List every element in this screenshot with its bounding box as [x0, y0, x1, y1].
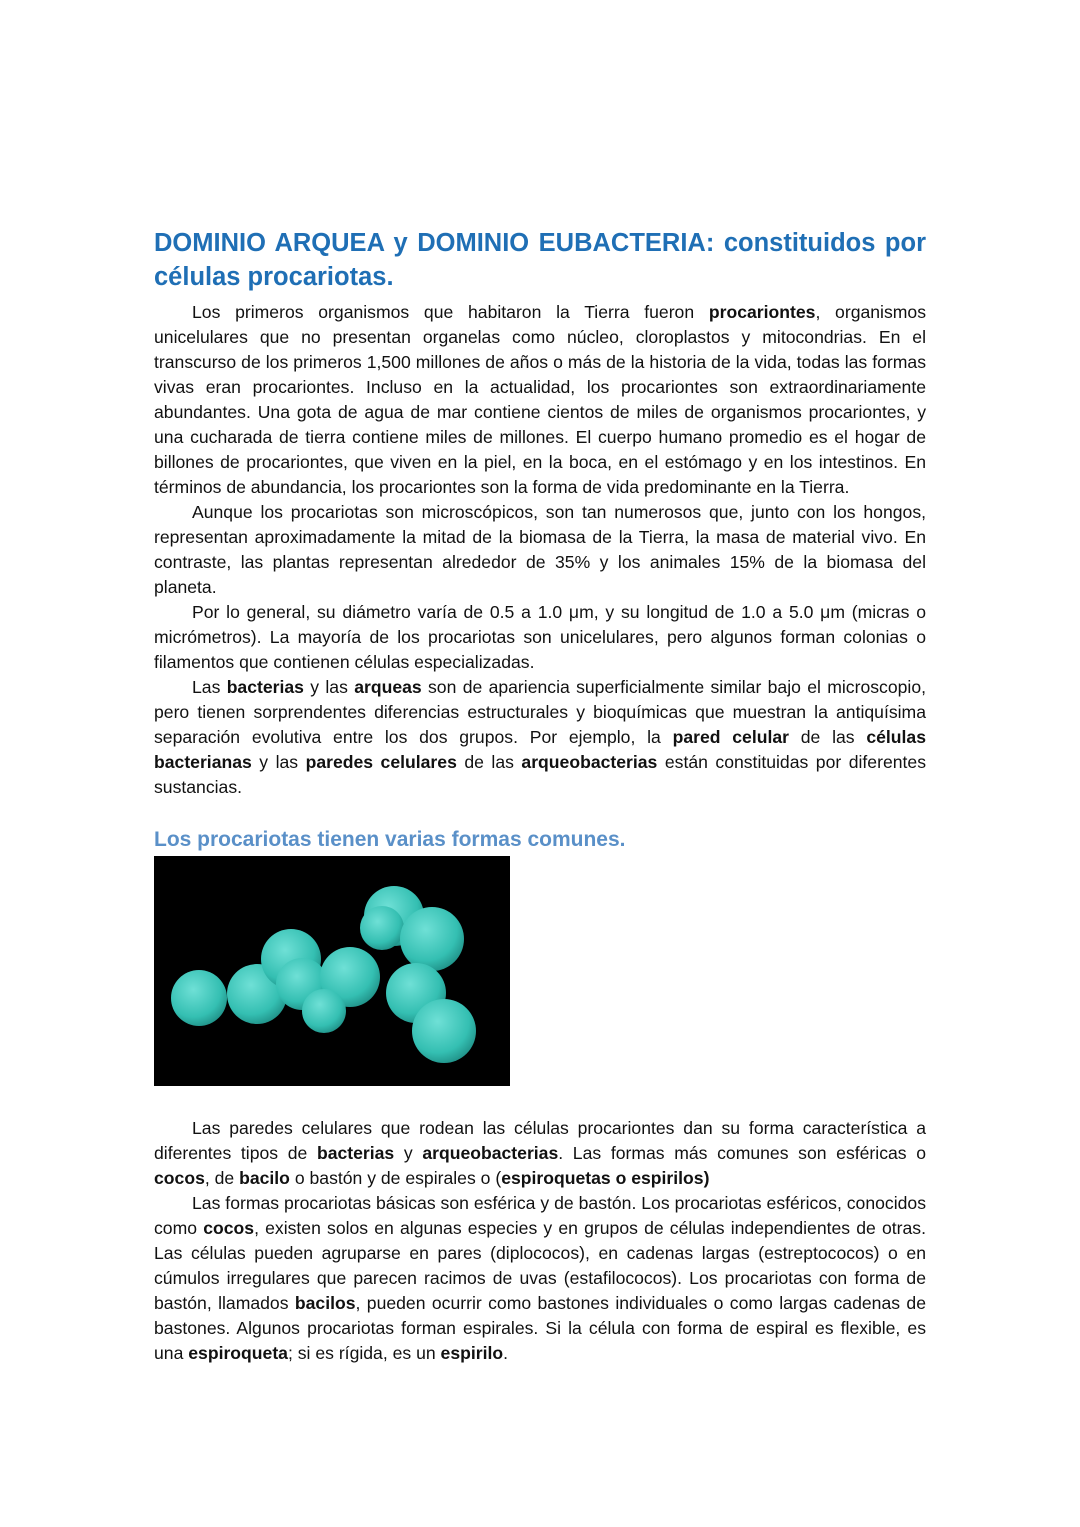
bold-term: cocos [154, 1168, 205, 1188]
paragraph [154, 1191, 926, 1366]
bold-term: arqueobacterias [422, 1143, 559, 1163]
text-run: Las [192, 677, 227, 697]
text-run: Por lo general, su diámetro varía de 0.5 a 1.0 μm, y su longitud de 1.0 a 5.0 μm (micras o micrómetros). La mayoría de los procariotas son unicelulares, pero algunos forman colonias o filamentos que contienen células especializadas. [154, 602, 926, 672]
cocci-cells-illustration [154, 856, 510, 1086]
text-run: ; si es rígida, es un [287, 1343, 441, 1363]
coccus-cell [412, 999, 476, 1063]
text-run: . [503, 1343, 509, 1363]
bold-term: espiroqueta [188, 1343, 288, 1363]
paragraph [154, 675, 926, 800]
paragraph [154, 1116, 926, 1191]
text-section-1 [154, 300, 926, 800]
bold-term: bacterias [316, 1143, 395, 1163]
bold-term: bacterias [226, 677, 304, 697]
text-run: y [394, 1143, 423, 1163]
bold-term: espiroquetas o espirilos) [501, 1168, 710, 1188]
paragraph [154, 500, 926, 600]
bold-term: bacilos [294, 1293, 356, 1313]
text-run: son de apariencia superficialmente similar bajo el microscopio, pero tienen sorprendentes diferencias estructurales y bioquímicas que muestran la antiquísima separación evolutiva entre los dos grupos. Por ejemplo, la [154, 677, 926, 747]
bold-term: arqueobacterias [521, 752, 658, 772]
bold-term: paredes celulares [305, 752, 457, 772]
coccus-cell [302, 989, 346, 1033]
text-run: , organismos unicelulares que no presentan organelas como núcleo, cloroplastos y mitocondrias. En el transcurso de los primeros 1,500 millones de años o más de la historia de la vida, todas las formas vivas eran procariontes. Incluso en la actualidad, los procariontes son extraordinariamente abundantes. Una gota de agua de mar contiene cientos de miles de organismos procariontes, y una cucharada de tierra contiene miles de millones. El cuerpo humano promedio es el hogar de billones de procariontes, que viven en la piel, en la boca, en el estómago y en los intestinos. En términos de abundancia, los procariontes son la forma de vida predominante en la Tierra. [154, 302, 926, 497]
coccus-cell [360, 906, 404, 950]
text-run: , pueden ocurrir como bastones individuales o como largas cadenas de bastones. Algunos procariotas forman espirales. Si la célula con forma de espiral es flexible, es una [154, 1293, 926, 1363]
text-run: Aunque los procariotas son microscópicos, son tan numerosos que, junto con los hongos, representan aproximadamente la mitad de la biomasa de la Tierra, la masa de material vivo. En contraste, las plantas representan alrededor de 35% y los animales 15% de la biomasa del planeta. [154, 502, 926, 597]
coccus-cell [400, 907, 464, 971]
paragraph [154, 600, 926, 675]
bold-term: cocos [203, 1218, 255, 1238]
text-run: Las paredes celulares que rodean las células procariontes dan su forma característica a diferentes tipos de [154, 1118, 926, 1163]
bold-term: procariontes [708, 302, 816, 322]
coccus-cell [171, 970, 227, 1026]
cocci-micrograph-image [154, 856, 510, 1086]
text-run: de las [456, 752, 522, 772]
section-subtitle: Los procariotas tienen varias formas comunes. [154, 828, 626, 851]
text-run: , existen solos en algunas especies y en grupos de células independientes de otras. Las células pueden agruparse en pares (diplococos), en cadenas largas (estreptococos) o en cúmulos irregulares que parecen racimos de uvas (estafilococos). Los procariotas con forma de bastón, llamados [154, 1218, 926, 1313]
bold-term: células bacterianas [154, 727, 926, 772]
text-run: están constituidas por diferentes sustancias. [154, 752, 926, 797]
text-run: , de [204, 1168, 240, 1188]
text-run: . Las formas más comunes son esféricas o [558, 1143, 927, 1163]
document-page [154, 226, 926, 1366]
bold-term: pared celular [672, 727, 789, 747]
bold-term: espirilo [440, 1343, 504, 1363]
bold-term: bacilo [239, 1168, 290, 1188]
bold-term: arqueas [354, 677, 422, 697]
text-run: y las [251, 752, 306, 772]
text-run: Las formas procariotas básicas son esférica y de bastón. Los procariotas esféricos, conocidos como [154, 1193, 926, 1238]
document-title: DOMINIO ARQUEA y DOMINIO EUBACTERIA: constituidos por células procariotas. [154, 229, 926, 291]
text-section-2 [154, 1116, 926, 1366]
text-run: o bastón y de espirales o ( [289, 1168, 502, 1188]
text-run: de las [788, 727, 867, 747]
text-run: Los primeros organismos que habitaron la Tierra fueron [192, 302, 709, 322]
paragraph [154, 300, 926, 500]
text-run: y las [303, 677, 355, 697]
